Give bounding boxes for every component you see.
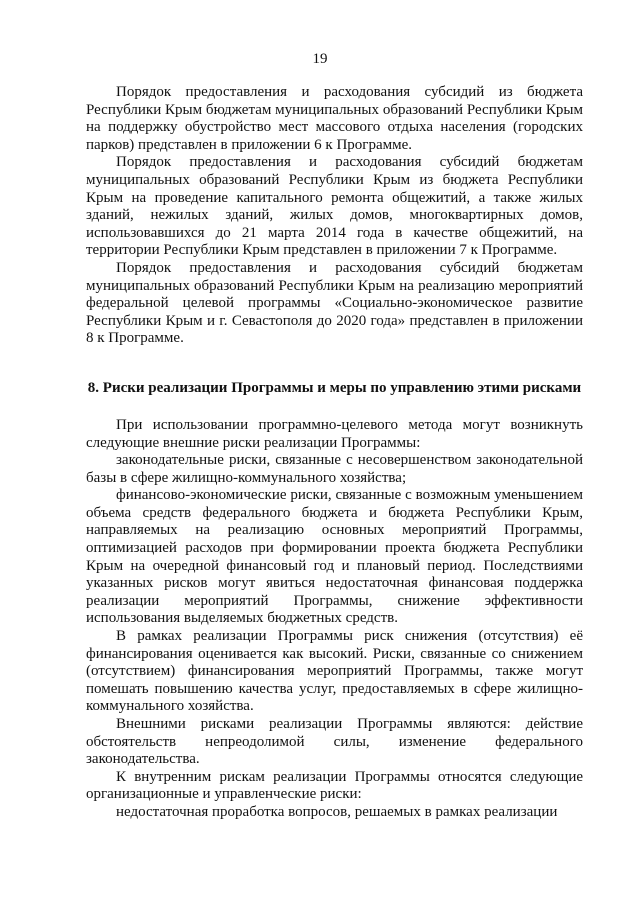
paragraph-legislative-risks: законодательные риски, связанные с несовершенством законодательной базы в сфере жилищно-коммунального хозяйства; (86, 452, 583, 486)
paragraph-subsidies-appendix-8: Порядок предоставления и расходования субсидий бюджетам муниципальных образований Республики Крым на реализацию мероприятий федеральной целевой программы «Социально-экономическое развитие Республики Крым и г. Севастополя до 2020 года» представлен в приложении 8 к Программе. (86, 259, 583, 347)
paragraph-financial-risks: финансово-экономические риски, связанные с возможным уменьшением объема средств федерального бюджета и бюджета Республики Крым, направляемых на реализацию основных мероприятий Программы, оптимизацией расходов при формировании проекта бюджета Республики Крым на очередной финансовый год и плановый период. Последствиями указанных рисков могут явиться недостаточная финансовая поддержка реализации мероприятий Программы, снижение эффективности использования выделяемых бюджетных средств. (86, 487, 583, 627)
paragraph-subsidies-appendix-7: Порядок предоставления и расходования субсидий бюджетам муниципальных образований Республики Крым из бюджета Республики Крым на проведение капитального ремонта общежитий, а также жилых зданий, нежилых зданий, жилых домов, многоквартирных домов, использовавшихся до 21 марта 2014 года в качестве общежитий, на территории Республики Крым представлен в приложении 7 к Программе. (86, 154, 583, 259)
paragraph-external-risks: Внешними рисками реализации Программы являются: действие обстоятельств непреодолимой силы, изменение федерального законодательства. (86, 716, 583, 768)
section-heading: 8. Риски реализации Программы и меры по управлению этими рисками (87, 379, 582, 396)
page-number: 19 (312, 51, 328, 67)
paragraph-external-risks-intro: При использовании программно-целевого метода могут возникнуть следующие внешние риски реализации Программы: (86, 416, 583, 451)
paragraph-funding-risk-level: В рамках реализации Программы риск снижения (отсутствия) её финансирования оценивается как высокий. Риски, связанные со снижением (отсутствием) финансирования мероприятий Программы, также могут помешать повышению качества услуг, предоставляемых в сфере жилищно-коммунального хозяйства. (86, 628, 583, 715)
paragraph-internal-risks: К внутренним рискам реализации Программы относятся следующие организационные и управленческие риски: (86, 768, 583, 803)
paragraph-subsidies-appendix-6: Порядок предоставления и расходования субсидий из бюджета Республики Крым бюджетам муниципальных образований Республики Крым на поддержку обустройство мест массового отдыха населения (городских парков) представлен в приложении 6 к Программе. (86, 84, 583, 153)
document-body (86, 84, 583, 822)
paragraph-insufficient-elaboration: недостаточная проработка вопросов, решаемых в рамках реализации (116, 803, 558, 820)
